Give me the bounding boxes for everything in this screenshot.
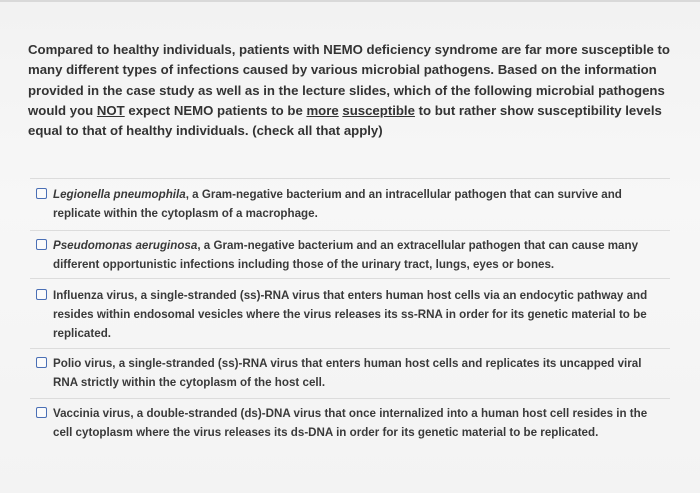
option-pseudomonas[interactable]: [36, 236, 666, 274]
checkbox-icon[interactable]: [36, 239, 47, 250]
option-divider: [30, 278, 670, 279]
checkbox-icon[interactable]: [36, 357, 47, 368]
option-species-name: Legionella pneumophila: [53, 188, 186, 201]
option-label: [36, 286, 666, 343]
option-label: [36, 404, 666, 442]
question-not-emphasis: NOT: [96, 102, 125, 118]
checkbox-icon[interactable]: [36, 188, 47, 199]
option-divider: [30, 230, 670, 231]
option-description: , a Gram-negative bacterium and an extracellular pathogen that can cause many different opportunistic infections including those of the urinary tract, lungs, eyes or bones.: [53, 239, 639, 271]
option-species-name: Pseudomonas aeruginosa: [53, 239, 198, 252]
option-label: [36, 354, 666, 392]
option-polio[interactable]: [36, 354, 666, 392]
question-part3: to but rather show susceptibility levels equal to that of healthy individuals. (check all that apply): [28, 102, 662, 139]
option-legionella[interactable]: [36, 185, 666, 223]
question-part2: expect NEMO patients to be: [124, 102, 307, 118]
checkbox-icon[interactable]: [36, 289, 47, 300]
checkbox-icon[interactable]: [36, 407, 47, 418]
question-more-emphasis: more: [306, 102, 339, 118]
option-divider: [30, 398, 670, 399]
question-part1: Compared to healthy individuals, patients with NEMO deficiency syndrome are far more susceptible to many different types of infections caused by various microbial pathogens. Based on the information provided in the case study as well as in the lecture slides, which of the following microbial pathogens would you: [28, 42, 670, 118]
option-label: [36, 185, 666, 223]
option-vaccinia[interactable]: [36, 404, 666, 442]
option-divider: [30, 348, 670, 349]
option-description: , a Gram-negative bacterium and an intracellular pathogen that can survive and replicate within the cytoplasm of a macrophage.: [53, 188, 622, 220]
option-description: Vaccinia virus, a double-stranded (ds)-DNA virus that once internalized into a human host cell resides in the cell cytoplasm where the virus releases its ds-DNA in order for its genetic material to be replicated.: [53, 407, 648, 439]
option-divider: [30, 178, 670, 179]
option-label: [36, 236, 666, 274]
option-description: Influenza virus, a single-stranded (ss)-RNA virus that enters human host cells via an endocytic pathway and resides within endosomal vesicles where the virus releases its ss-RNA in order for its genetic material to be replicated.: [53, 289, 648, 340]
question-susceptible-emphasis: susceptible: [342, 102, 415, 118]
option-description: Polio virus, a single-stranded (ss)-RNA virus that enters human host cells and replicates its uncapped viral RNA strictly within the cytoplasm of the host cell.: [53, 357, 642, 389]
option-influenza[interactable]: [36, 286, 666, 343]
question-text: [28, 40, 678, 141]
